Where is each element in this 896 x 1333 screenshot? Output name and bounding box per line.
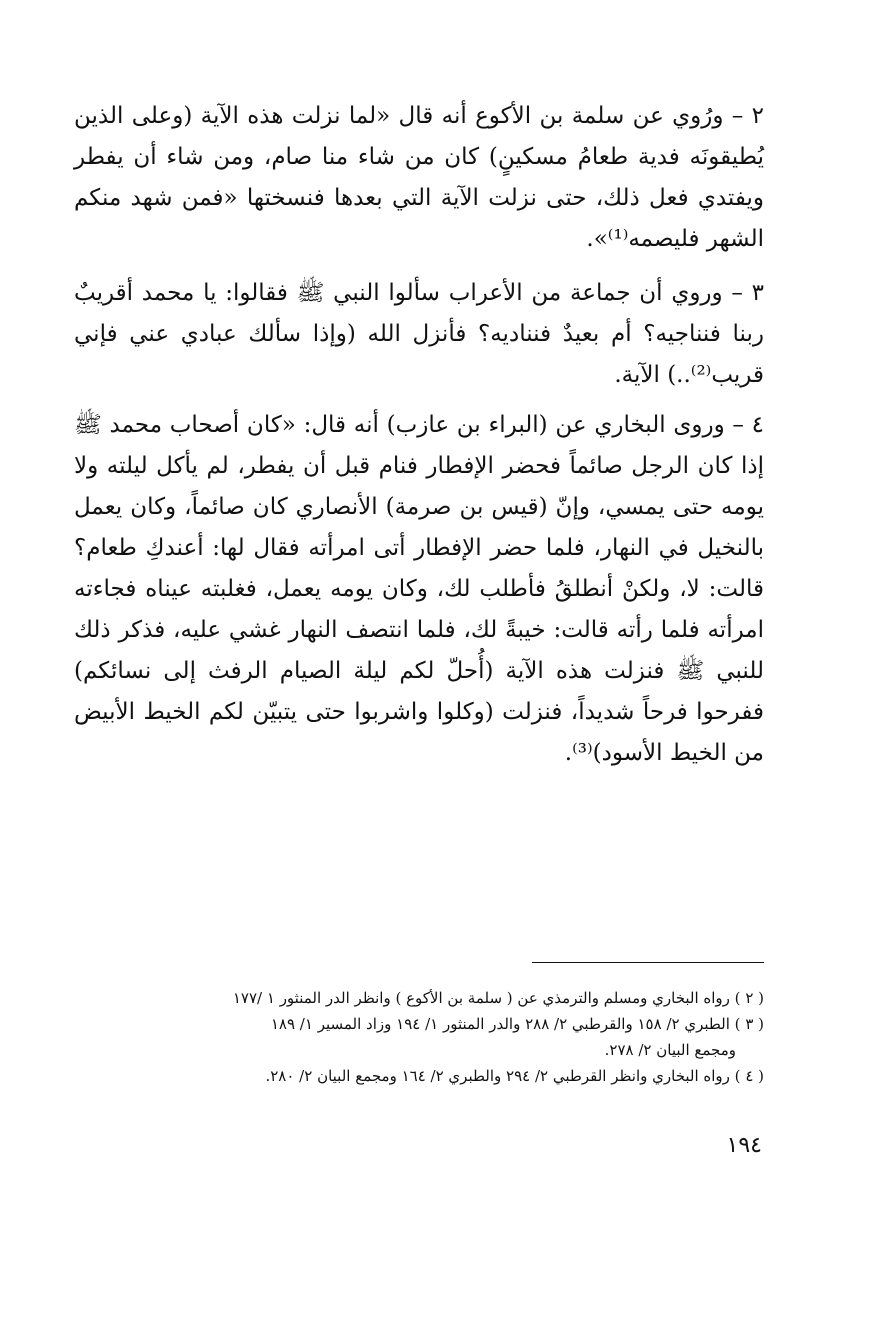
paragraph-2: ٢ – ورُوي عن سلمة بن الأكوع أنه قال «لما نزلت هذه الآية (وعلى الذين يُطيقونَه فدية طعامُ مسكينٍ) كان من شاء منا صام، ومن شاء أن يفطر ويفتدي فعل ذلك، حتى نزلت الآية التي بعدها فنسختها «فمن شهد منكم الشهر فليصمه⁽¹⁾».: [74, 103, 764, 252]
footnotes-list: [84, 985, 764, 1089]
footnote-3: ( ٣ ) الطبري ٢/ ١٥٨ والقرطبي ٢/ ٢٨٨ والدر المنثور ١/ ١٩٤ وزاد المسير ١/ ١٨٩: [270, 1015, 764, 1033]
footnote-3-continuation: ومجمع البيان ٢/ ٢٧٨.: [604, 1041, 736, 1059]
paragraph-3: ٣ – وروي أن جماعة من الأعراب سألوا النبي ﷺ فقالوا: يا محمد أقريبٌ ربنا فنناجيه؟ أم بعيدٌ فنناديه؟ فأنزل الله (وإذا سألك عبادي عني فإني قريب⁽²⁾..) الآية.: [74, 280, 764, 388]
paragraph-4: ٤ – وروى البخاري عن (البراء بن عازب) أنه قال: «كان أصحاب محمد ﷺ إذا كان الرجل صائماً فحضر الإفطار فنام قبل أن يفطر، لم يأكل ليلته ولا يومه حتى يمسي، وإنّ (قيس بن صرمة) الأنصاري كان صائماً، وكان يعمل بالنخيل في النهار، فلما حضر الإفطار أتى امرأته فقال لها: أعندكِ طعام؟ قالت: لا، ولكنْ أنطلقُ فأطلب لك، وكان يومه يعمل، فغلبته عيناه فجاءته امرأته فلما رأته قالت: خيبةً لك، فلما انتصف النهار غشي عليه، فذكر ذلك للنبي ﷺ فنزلت هذه الآية (أُحلّ لكم ليلة الصيام الرفث إلى نسائكم) ففرحوا فرحاً شديداً، فنزلت (وكلوا واشربوا حتى يتبيّن لكم الخيط الأبيض من الخيط الأسود)⁽³⁾.: [74, 412, 764, 766]
footnote-4: ( ٤ ) رواه البخاري وانظر القرطبي ٢/ ٢٩٤ والطبري ٢/ ١٦٤ ومجمع البيان ٢/ ٢٨٠.: [265, 1067, 764, 1085]
footnote-2: ( ٢ ) رواه البخاري ومسلم والترمذي عن ( سلمة بن الأكوع ) وانظر الدر المنثور ١ /١٧٧: [232, 989, 764, 1007]
footnote-divider: [532, 962, 764, 963]
page-number: ١٩٤: [726, 1133, 762, 1158]
